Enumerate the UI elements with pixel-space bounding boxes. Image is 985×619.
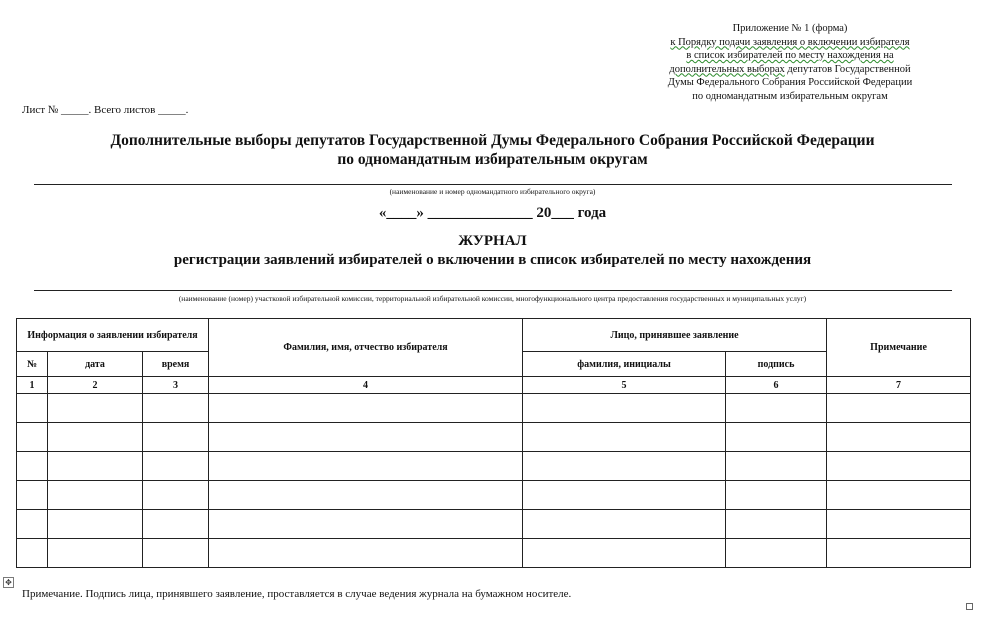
table-cell[interactable] xyxy=(209,394,523,423)
district-caption: (наименование и номер одномандатного избирательного округа) xyxy=(389,187,596,196)
commission-caption: (наименование (номер) участковой избирательной комиссии, территориальной избирательной комиссии, многофункционального центра предоставления государственных и муниципальных услуг) xyxy=(178,294,807,303)
appendix-line-3: в список избирателей по месту нахождения на xyxy=(686,50,894,61)
table-cell[interactable] xyxy=(209,452,523,481)
table-cell[interactable] xyxy=(48,510,143,539)
table-cell[interactable] xyxy=(143,423,209,452)
table-cell[interactable] xyxy=(523,510,726,539)
table-row xyxy=(17,481,971,510)
column-number: 4 xyxy=(209,377,523,394)
header-signature: подпись xyxy=(726,352,827,377)
table-cell[interactable] xyxy=(523,423,726,452)
date-line: «____» ______________ 20___ года xyxy=(378,205,607,221)
table-cell[interactable] xyxy=(523,539,726,568)
commission-blank-line xyxy=(34,290,952,291)
column-number: 6 xyxy=(726,377,827,394)
table-cell[interactable] xyxy=(827,510,971,539)
table-cell[interactable] xyxy=(726,510,827,539)
table-cell[interactable] xyxy=(827,539,971,568)
header-person-name: фамилия, инициалы xyxy=(523,352,726,377)
table-cell[interactable] xyxy=(726,423,827,452)
election-title-line-1: Дополнительные выборы депутатов Государственной Думы Федерального Собрания Российской Федерации xyxy=(110,132,875,149)
header-note: Примечание xyxy=(827,319,971,377)
table-header-row-1 xyxy=(17,319,971,352)
table-cell[interactable] xyxy=(827,394,971,423)
column-number: 5 xyxy=(523,377,726,394)
table-cell[interactable] xyxy=(726,539,827,568)
table-row xyxy=(17,539,971,568)
header-application-info: Информация о заявлении избирателя xyxy=(17,319,209,352)
election-title-line-2: по одномандатным избирательным округам xyxy=(337,151,648,168)
appendix-line-1: Приложение № 1 (форма) xyxy=(732,23,848,34)
table-cell[interactable] xyxy=(143,481,209,510)
appendix-line-6: по одномандатным избирательным округам xyxy=(692,90,888,102)
table-cell[interactable] xyxy=(209,481,523,510)
table-body xyxy=(17,394,971,568)
column-number: 2 xyxy=(48,377,143,394)
journal-title-block xyxy=(20,232,965,270)
table-cell[interactable] xyxy=(209,423,523,452)
table-cell[interactable] xyxy=(827,452,971,481)
table-cell[interactable] xyxy=(17,394,48,423)
footnote: Примечание. Подпись лица, принявшего заявление, проставляется в случае ведения журнала на бумажном носителе. xyxy=(22,588,572,600)
appendix-line-2: к Порядку подачи заявления о включении избирателя xyxy=(670,36,910,48)
table-cell[interactable] xyxy=(143,539,209,568)
header-voter-fio: Фамилия, имя, отчество избирателя xyxy=(209,319,523,377)
table-row xyxy=(17,423,971,452)
table-cell[interactable] xyxy=(523,394,726,423)
table-move-handle-icon[interactable]: ✥ xyxy=(3,577,14,588)
journal-title: ЖУРНАЛ xyxy=(458,233,527,249)
table-cell[interactable] xyxy=(17,510,48,539)
registration-table xyxy=(16,318,971,568)
table-cell[interactable] xyxy=(17,423,48,452)
appendix-line-4: дополнительных выборах депутатов Государственной xyxy=(669,63,911,75)
table-cell[interactable] xyxy=(143,394,209,423)
table-cell[interactable] xyxy=(143,510,209,539)
header-accepting-person: Лицо, принявшее заявление xyxy=(523,319,827,352)
journal-subtitle: регистрации заявлений избирателей о включении в список избирателей по месту нахождения xyxy=(173,252,812,268)
district-blank-line xyxy=(34,184,952,185)
table-row xyxy=(17,452,971,481)
table-cell[interactable] xyxy=(827,481,971,510)
table-cell[interactable] xyxy=(827,423,971,452)
table-row xyxy=(17,510,971,539)
header-time: время xyxy=(143,352,209,377)
table-cell[interactable] xyxy=(17,539,48,568)
table-cell[interactable] xyxy=(17,452,48,481)
table-cell[interactable] xyxy=(48,394,143,423)
table-row xyxy=(17,394,971,423)
table-cell[interactable] xyxy=(143,452,209,481)
table-cell[interactable] xyxy=(726,452,827,481)
table-cell[interactable] xyxy=(726,481,827,510)
table-cell[interactable] xyxy=(209,539,523,568)
appendix-line-5: Думы Федерального Собрания Российской Федерации xyxy=(667,77,913,88)
table-cell[interactable] xyxy=(209,510,523,539)
table-cell[interactable] xyxy=(726,394,827,423)
table-cell[interactable] xyxy=(48,452,143,481)
table-cell[interactable] xyxy=(48,481,143,510)
header-date: дата xyxy=(48,352,143,377)
table-cell[interactable] xyxy=(17,481,48,510)
table-cell[interactable] xyxy=(523,481,726,510)
column-number: 3 xyxy=(143,377,209,394)
header-number: № xyxy=(17,352,48,377)
table-cell[interactable] xyxy=(48,423,143,452)
election-title xyxy=(20,131,965,169)
appendix-block xyxy=(640,22,940,103)
column-number-row xyxy=(17,377,971,394)
sheet-count-line: Лист № _____. Всего листов _____. xyxy=(22,104,189,116)
column-number: 7 xyxy=(827,377,971,394)
column-number: 1 xyxy=(17,377,48,394)
table-cell[interactable] xyxy=(48,539,143,568)
table-cell[interactable] xyxy=(523,452,726,481)
table-resize-handle-icon[interactable] xyxy=(966,603,973,610)
